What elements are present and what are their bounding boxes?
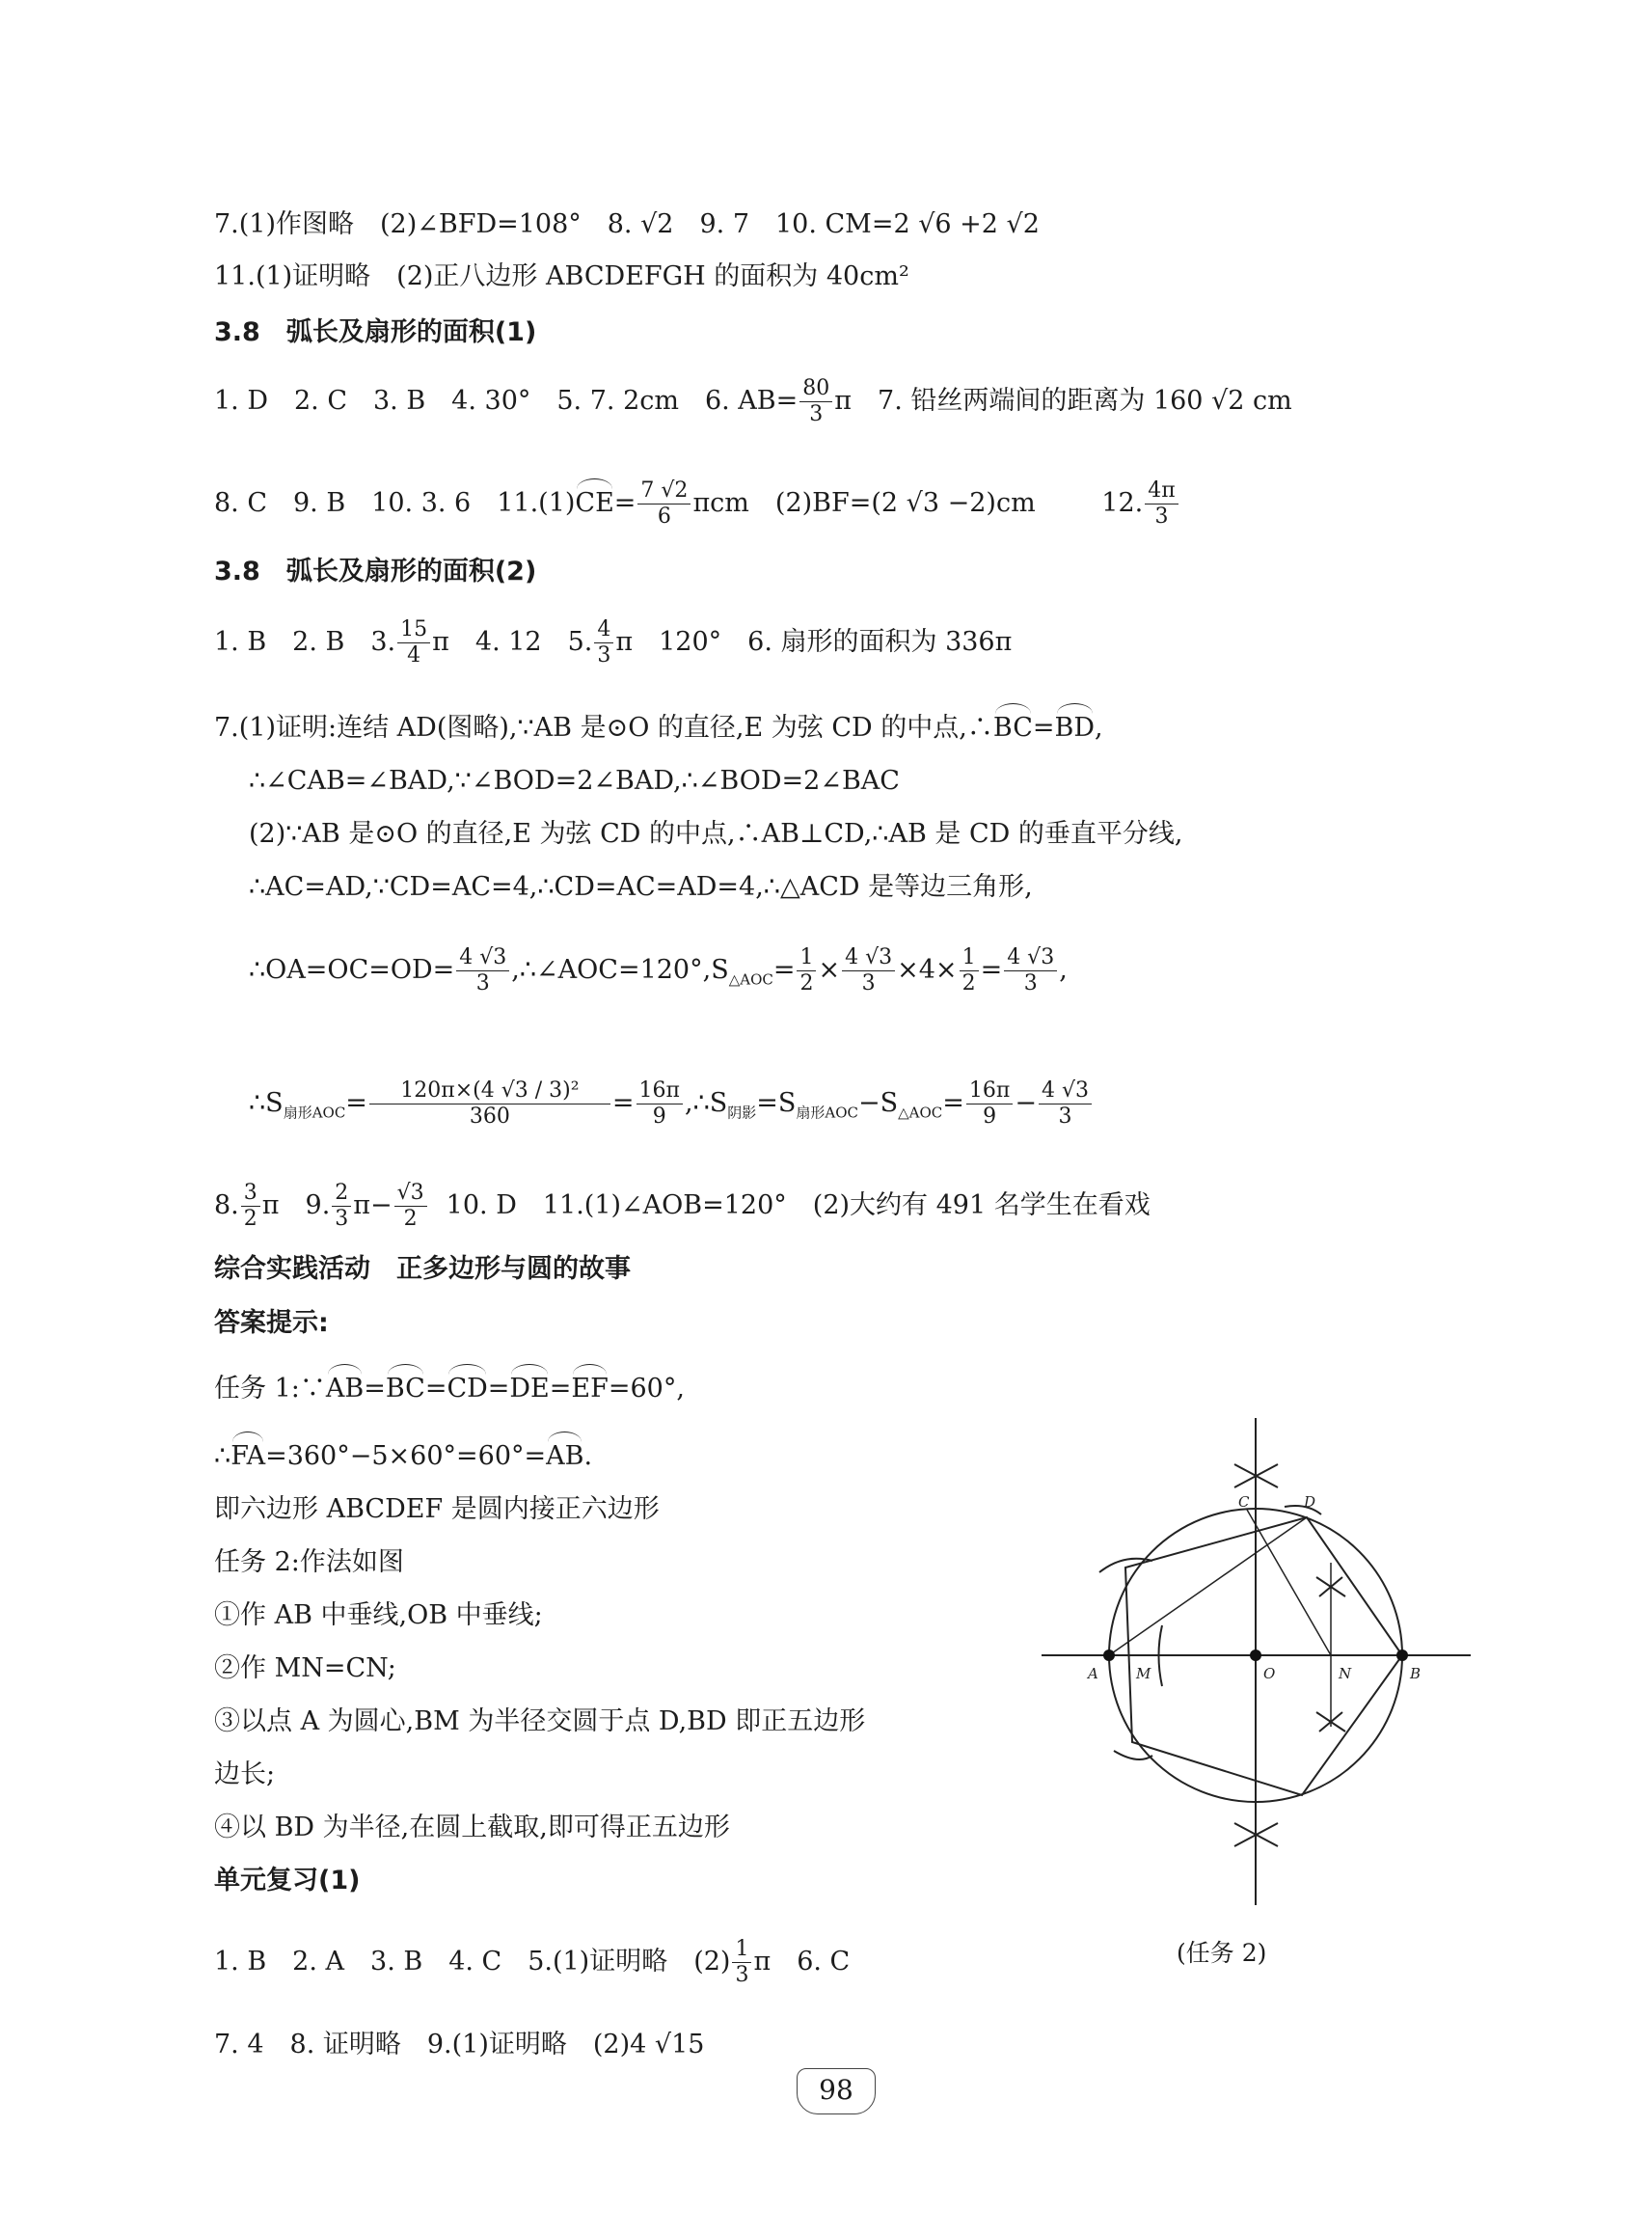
pentagon-construction-figure [1032,1418,1485,1910]
answer-line-2: 11.(1)证明略 (2)正八边形 ABCDEFGH 的面积为 40cm² [214,261,909,291]
fraction: $\frac{4}{3}$ [594,617,613,668]
answer-hints-heading: 答案提示: [214,1308,329,1338]
task-line-5: ①作 AB 中垂线,OB 中垂线; [214,1600,543,1630]
arc-notation: AB [326,1370,364,1408]
answer-line-5: 1. B 2. B 3. $\frac{15}{4}$ π 4. 12 5. $\frac{4}{3}$ π 120° 6. 扇形的面积为 336π [214,617,1013,668]
fraction: $\frac{2}{3}$ [332,1181,351,1232]
arc-notation: BD [1055,709,1096,748]
task-line-4: 任务 2:作法如图 [214,1547,404,1577]
arc-notation: CE [575,484,613,523]
section-heading-3-8-1: 3.8 弧长及扇形的面积(1) [214,317,537,347]
arc-notation: DE [509,1370,549,1408]
task-line-9: ④以 BD 为半径,在圆上截取,即可得正五边形 [214,1813,730,1842]
fraction: $\frac{4 √3}{3}$ [1039,1078,1092,1130]
task-line-7: ③以点 A 为圆心,BM 为半径交圆于点 D,BD 即正五边形 [214,1706,866,1736]
fraction: $\frac{4 √3}{3}$ [1004,945,1057,996]
page-number: 98 [797,2068,876,2114]
construction-line [1247,1510,1331,1655]
fraction: $\frac{16\pi}{9}$ [636,1078,683,1130]
task-line-2: ∴FA=360°−5×60°=60°=AB. [214,1437,592,1476]
construction-line [1109,1517,1307,1655]
answer-line-1: 7.(1)作图略 (2)∠BFD=108° 8. √2 9. 7 10. CM=2 √6 +2 √2 [214,209,1040,239]
fraction: $\frac{3}{2}$ [241,1181,260,1232]
arc-notation: FA [230,1437,265,1476]
fraction: $\frac{\text{120π×(4 √3 / 3)²}}{360}$ [369,1078,610,1130]
fraction: $\frac{7 √2}{6}$ [637,478,691,530]
section-heading-review: 单元复习(1) [214,1866,361,1895]
figure-caption: (任务 2) [1177,1939,1267,1967]
label-m: M [1136,1665,1151,1682]
task-line-3: 即六边形 ABCDEF 是圆内接正六边形 [214,1494,660,1524]
answer-line-8: (2)∵AB 是⊙O 的直径,E 为弦 CD 的中点,∴AB⊥CD,∴AB 是 CD 的垂直平分线, [249,819,1183,849]
label-c: C [1238,1493,1250,1511]
answer-line-7: ∴∠CAB=∠BAD,∵∠BOD=2∠BAD,∴∠BOD=2∠BAC [249,766,900,796]
point-b [1396,1650,1408,1661]
answer-line-6: 7.(1)证明:连结 AD(图略),∵AB 是⊙O 的直径,E 为弦 CD 的中点,∴BC=BD, [214,709,1103,748]
point-a [1103,1650,1115,1661]
fraction: $\frac{15}{4}$ [397,617,430,668]
answer-line-9: ∴AC=AD,∵CD=AC=4,∴CD=AC=AD=4,∴△ACD 是等边三角形, [249,872,1033,902]
arc-notation: EF [571,1370,608,1408]
fraction: $\frac{80}{3}$ [799,376,832,427]
fraction: $\frac{1}{2}$ [797,945,816,996]
review-line-2: 7. 4 8. 证明略 9.(1)证明略 (2)4 √15 [214,2030,705,2059]
label-n: N [1339,1665,1352,1682]
fraction: $\frac{1}{3}$ [732,1937,751,1988]
label-b: B [1410,1665,1422,1682]
answer-line-12: 8. $\frac{3}{2}$ π 9. $\frac{2}{3}$ π− $\frac{√3}{2}$ 10. D 11.(1)∠AOB=120° (2)大约有 491 名学生在看戏 [214,1181,1151,1231]
point-o [1250,1650,1261,1661]
answer-line-11: $\therefore S_{扇形AOC}=$ $\frac{\text{120π×(4 √3 / 3)²}}{360}$ = $\frac{16\pi}{9}$ $,\therefore S_{阴影}=S_{扇形AOC}-S_{\triangle AOC}=$ $\frac{16\pi}{9}$ − $\frac{4 √3}{3}$ [249,1078,1094,1132]
answer-line-3: 1. D 2. C 3. B 4. 30° 5. 7. 2cm 6. AB= $\frac{80}{3}$ π 7. 铅丝两端间的距离为 160 √2 cm [214,376,1292,426]
answer-line-4: 8. C 9. B 10. 3. 6 11.(1)CE= $\frac{7 √2}{6}$ πcm (2)BF=(2 √3 −2)cm 12. $\frac{4\pi}{3}$ [214,478,1180,530]
fraction: $\frac{4 √3}{3}$ [456,945,509,996]
label-d: D [1304,1493,1316,1511]
fraction: $\frac{√3}{2}$ [394,1181,427,1232]
task-line-6: ②作 MN=CN; [214,1653,396,1683]
fraction: $\frac{16\pi}{9}$ [966,1078,1013,1130]
task-line-8: 边长; [214,1759,276,1789]
review-line-1: 1. B 2. A 3. B 4. C 5.(1)证明略 (2) $\frac{1}{3}$ π 6. C [214,1937,851,1987]
arc-notation: CD [447,1370,487,1408]
section-heading-3-8-2: 3.8 弧长及扇形的面积(2) [214,557,537,586]
label-a: A [1088,1665,1098,1682]
section-heading-practice: 综合实践活动 正多边形与圆的故事 [214,1254,631,1284]
answer-line-10: ∴OA=OC=OD= $\frac{4 √3}{3}$ $,\therefore\angle AOC=120^\circ,S_{\triangle AOC}=$ $\frac{1}{2}$ × $\frac{4 √3}{3}$ ×4× $\frac{1}{2}$ = $\frac{4 √3}{3}$ , [249,945,1068,995]
arc-notation: BC [386,1370,425,1408]
fraction: $\frac{4\pi}{3}$ [1145,478,1178,530]
arc-notation: AB [546,1437,583,1476]
fraction: $\frac{1}{2}$ [960,945,979,996]
arc-notation: BC [993,709,1033,748]
label-o: O [1263,1665,1276,1682]
fraction: $\frac{4 √3}{3}$ [842,945,895,996]
task-line-1: 任务 1:∵AB=BC=CD=DE=EF=60°, [214,1370,685,1408]
